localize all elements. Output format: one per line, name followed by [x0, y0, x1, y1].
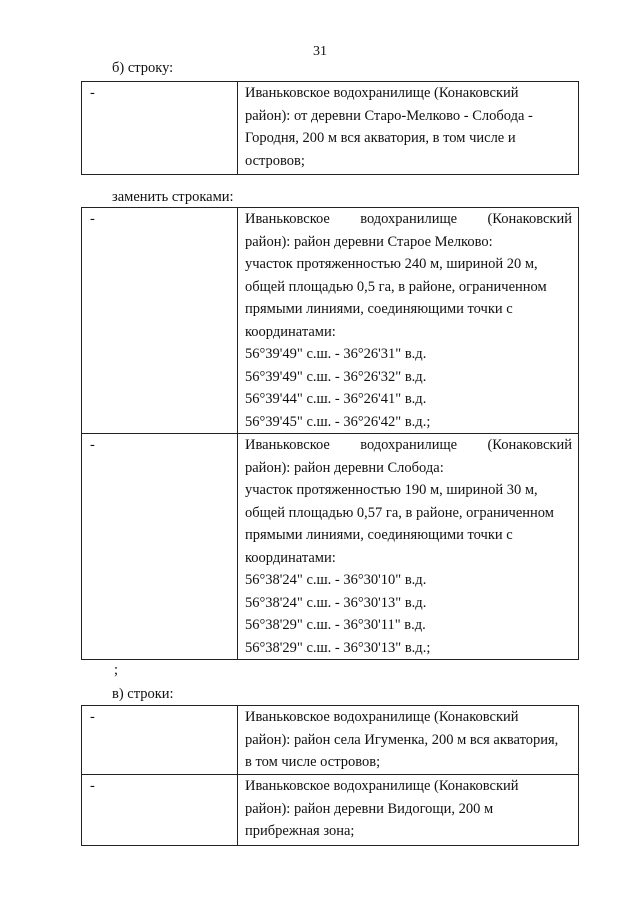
coordinate-line: 56°38'29" с.ш. - 36°30'13" в.д.; [245, 639, 431, 656]
row-marker: - [82, 82, 238, 175]
row-text [238, 434, 579, 660]
text-line: прибрежная зона; [245, 823, 355, 839]
text-line: Иваньковское водохранилище (Конаковский [245, 211, 572, 227]
coordinate-line: 56°38'29" с.ш. - 36°30'11" в.д. [245, 617, 426, 633]
table-section-v-rows [81, 705, 579, 846]
text-line: Городня, 200 м вся акватория, в том числе и [245, 130, 516, 146]
text-line: координатами: [245, 549, 336, 566]
text-line: островов; [245, 152, 305, 169]
row-text [238, 775, 579, 846]
row-text [238, 208, 579, 434]
coordinate-line: 56°39'49" с.ш. - 36°26'31" в.д. [245, 346, 427, 362]
text-line: в том числе островов; [245, 754, 381, 770]
text-line: Иваньковское водохранилище (Конаковский [245, 778, 519, 794]
table-original-row [81, 81, 579, 175]
text-line: Иваньковское водохранилище (Конаковский [245, 437, 572, 453]
text-line: район): район деревни Старое Мелково: [245, 233, 493, 250]
row-marker: - [82, 208, 238, 434]
replace-heading: заменить строками: [112, 189, 234, 205]
text-line: прямыми линиями, соединяющими точки с [245, 527, 513, 543]
table-row [82, 775, 579, 846]
page-number: 31 [313, 44, 327, 59]
text-line: общей площадью 0,57 га, в районе, ограниченном [245, 504, 554, 521]
text-line: участок протяженностью 190 м, шириной 30 м, [245, 482, 538, 498]
row-text [238, 706, 579, 775]
table-replacement-rows [81, 207, 579, 660]
row-marker: - [82, 775, 238, 846]
text-line: район): район деревни Слобода: [245, 459, 444, 476]
section-v-heading: в) строки: [112, 686, 174, 702]
text-line: прямыми линиями, соединяющими точки с [245, 301, 513, 317]
table-row [82, 434, 579, 660]
text-line: Иваньковское водохранилище (Конаковский [245, 85, 519, 101]
coordinate-line: 56°38'24" с.ш. - 36°30'10" в.д. [245, 572, 427, 588]
row-marker: - [82, 434, 238, 660]
text-line: Иваньковское водохранилище (Конаковский [245, 709, 519, 725]
coordinate-line: 56°39'44" с.ш. - 36°26'41" в.д. [245, 391, 427, 407]
section-b-heading: б) строку: [112, 60, 174, 76]
coordinate-line: 56°39'45" с.ш. - 36°26'42" в.д.; [245, 413, 431, 430]
coordinate-line: 56°38'24" с.ш. - 36°30'13" в.д. [245, 594, 427, 611]
text-line: общей площадью 0,5 га, в районе, ограниченном [245, 278, 547, 295]
text-line: участок протяженностью 240 м, шириной 20 м, [245, 256, 538, 272]
coordinate-line: 56°39'49" с.ш. - 36°26'32" в.д. [245, 368, 427, 385]
table-row [82, 208, 579, 434]
table-row [82, 82, 579, 175]
text-line: район): район деревни Видогощи, 200 м [245, 800, 494, 817]
row-text [238, 82, 579, 175]
text-line: район): от деревни Старо-Мелково - Слобода - [245, 107, 533, 124]
row-marker: - [82, 706, 238, 775]
text-line: координатами: [245, 323, 336, 340]
semicolon: ; [114, 662, 119, 678]
text-line: район): район села Игуменка, 200 м вся акватория, [245, 731, 559, 748]
table-row [82, 706, 579, 775]
